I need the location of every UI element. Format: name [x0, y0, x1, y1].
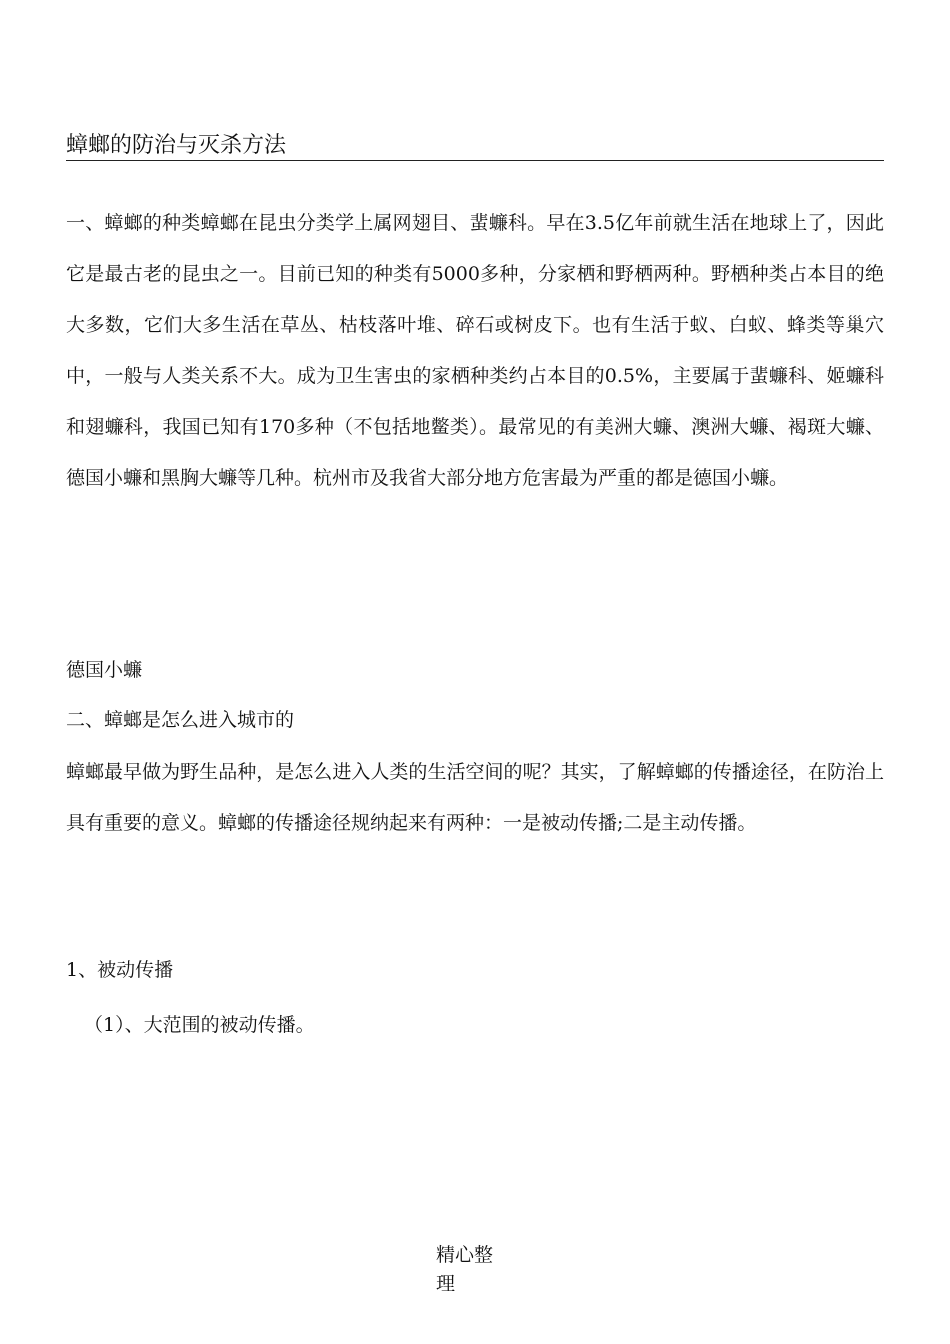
section1-paragraph: 一、蟑螂的种类蟑螂在昆虫分类学上属网翅目、蜚蠊科。早在3.5亿年前就生活在地球上了，因此它是最古老的昆虫之一。目前已知的种类有5000多种，分家栖和野栖两种。野栖种类占本目的绝大多数，它们大多生活在草丛、枯枝落叶堆、碎石或树皮下。也有生活于蚁、白蚁、蜂类等巢穴中，一般与人类关系不大。成为卫生害虫的家栖种类约占本目的0.5%，主要属于蜚蠊科、姬蠊科和翅蠊科，我国已知有170多种（不包括地鳖类）。最常见的有美洲大蠊、澳洲大蠊、褐斑大蠊、德国小蠊和黑胸大蠊等几种。杭州市及我省大部分地方危害最为严重的都是德国小蠊。 — [66, 212, 884, 489]
page-footer: 精心整理 — [436, 1244, 494, 1295]
document-title: 蟑螂的防治与灭杀方法 — [66, 132, 884, 161]
section2-paragraph: 蟑螂最早做为野生品种，是怎么进入人类的生活空间的呢？其实，了解蟑螂的传播途径，在防治上具有重要的意义。蟑螂的传播途径规纳起来有两种：一是被动传播;二是主动传播。 — [66, 761, 884, 834]
species-label: 德国小蠊 — [66, 659, 143, 681]
subsection1-item1: （1）、大范围的被动传播。 — [84, 1014, 315, 1036]
section2-heading: 二、蟑螂是怎么进入城市的 — [66, 709, 295, 731]
subsection1-heading: 1、被动传播 — [66, 959, 174, 981]
